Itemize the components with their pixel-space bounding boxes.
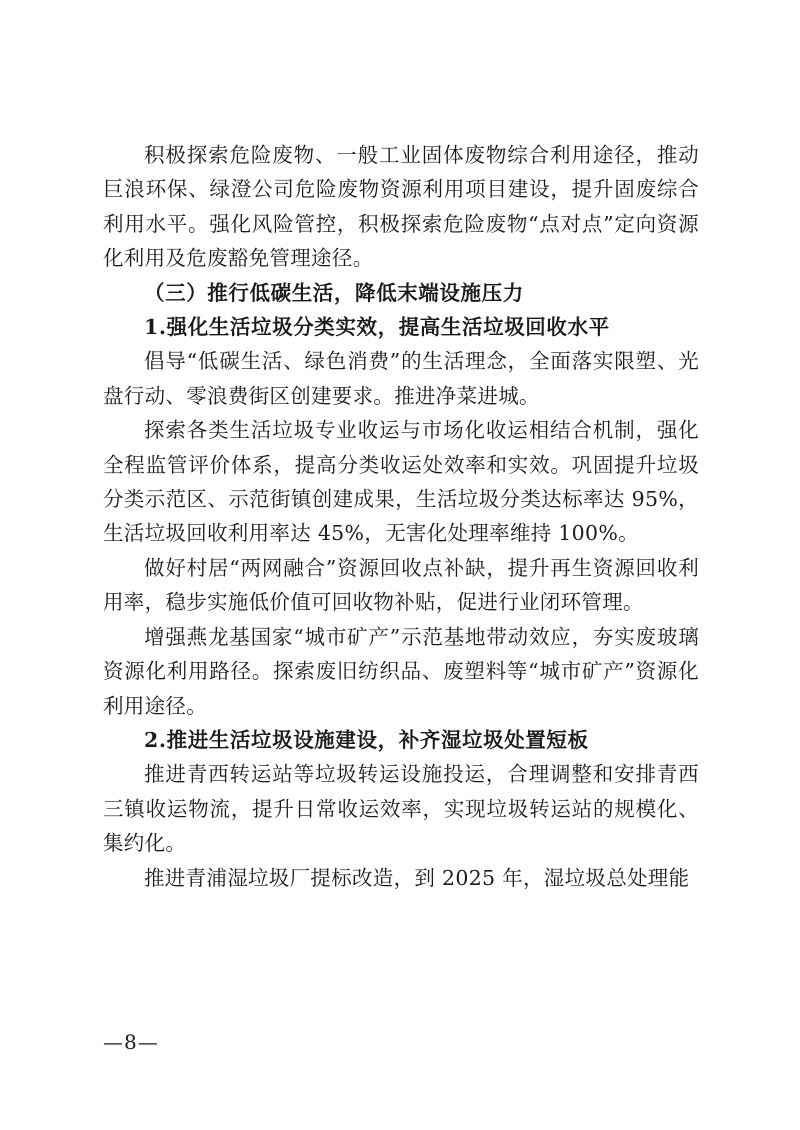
paragraph-low-carbon-living: 倡导“低碳生活、绿色消费”的生活理念，全面落实限塑、光盘行动、零浪费街区创建要求。推进净菜进城。: [103, 349, 699, 408]
paragraph-collection-mechanism: 探索各类生活垃圾专业收运与市场化收运相结合机制，强化全程监管评价体系，提高分类收运处效率和实效。巩固提升垃圾分类示范区、示范街镇创建成果，生活垃圾分类达标率达 95%，生活垃圾回收利用率达 45%，无害化处理率维持 100%。: [103, 418, 699, 546]
subheading-facility-construction: 2.推进生活垃圾设施建设，补齐湿垃圾处置短板: [144, 727, 589, 752]
paragraph-wet-waste-plant: 推进青浦湿垃圾厂提标改造，到 2025 年，湿垃圾总处理能: [144, 865, 690, 890]
paragraph-two-networks: 做好村居“两网融合”资源回收点补缺，提升再生资源回收利用率，稳步实施低价值可回收物补贴，促进行业闭环管理。: [103, 555, 699, 615]
paragraph-transfer-station: 推进青西转运站等垃圾转运设施投运，合理调整和安排青西三镇收运物流，提升日常收运效率，实现垃圾转运站的规模化、集约化。: [103, 762, 699, 856]
subheading-waste-sorting: 1.强化生活垃圾分类实效，提高生活垃圾回收水平: [144, 315, 610, 340]
page-number: —8—: [103, 1030, 159, 1054]
paragraph-urban-mining: 增强燕龙基国家“城市矿产”示范基地带动效应，夯实废玻璃资源化利用路径。探索废旧纺织品、废塑料等“城市矿产”资源化利用途径。: [103, 624, 699, 718]
section-heading-low-carbon: （三）推行低碳生活，降低末端设施压力: [144, 280, 524, 305]
paragraph-hazardous-waste: 积极探索危险废物、一般工业固体废物综合利用途径，推动巨浪环保、绿澄公司危险废物资源利用项目建设，提升固废综合利用水平。强化风险管控，积极探索危险废物“点对点”定向资源化利用及危废豁免管理途径。: [103, 143, 699, 271]
document-body: [103, 138, 699, 895]
